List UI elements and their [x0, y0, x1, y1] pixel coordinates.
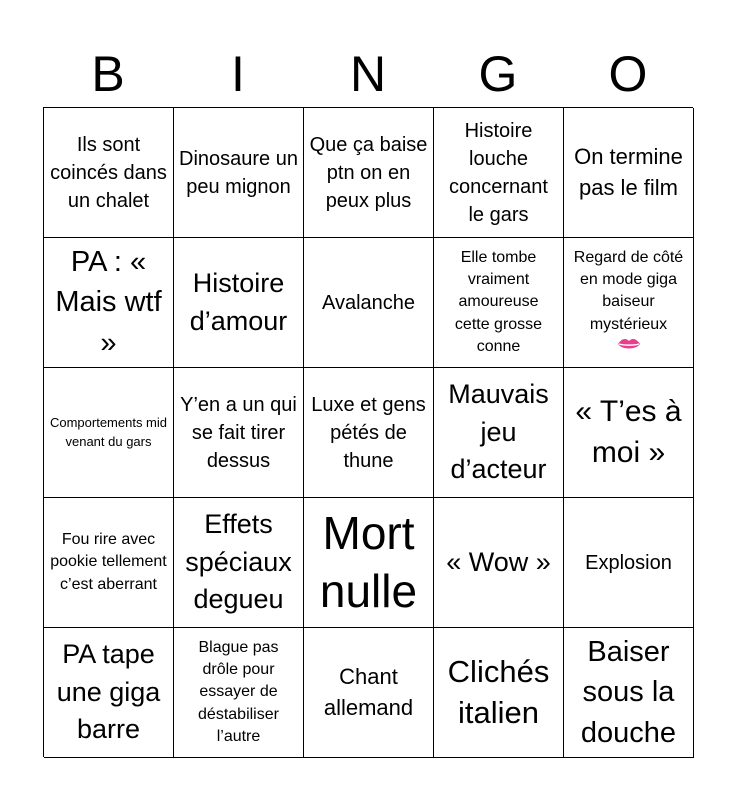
bingo-cell[interactable]: [304, 628, 434, 758]
bingo-cell[interactable]: [434, 628, 564, 758]
bingo-cell[interactable]: [44, 498, 174, 628]
cell-text: Elle tombe vraiment amoureuse cette grosse conne: [454, 248, 543, 356]
cell-text: Blague pas drôle pour essayer de déstabiliser l’autre: [198, 638, 279, 746]
bingo-grid: [43, 107, 693, 757]
cell-text: Ils sont coincés dans un chalet: [50, 133, 167, 212]
bingo-header: [43, 40, 693, 108]
cell-text: Luxe et gens pétés de thune: [311, 393, 426, 472]
cell-text: Baiser sous la douche: [580, 635, 677, 749]
header-letter-o: O: [608, 46, 648, 102]
cell-text: Histoire louche concernant le gars: [449, 119, 548, 226]
bingo-cell[interactable]: [44, 368, 174, 498]
header-letter-b: B: [91, 46, 125, 102]
cell-text: « Wow »: [446, 546, 551, 577]
lips-icon: [617, 336, 641, 358]
bingo-cell[interactable]: [564, 368, 694, 498]
bingo-cell[interactable]: [304, 238, 434, 368]
bingo-cell[interactable]: [174, 108, 304, 238]
cell-text: Que ça baise ptn on en peux plus: [309, 133, 428, 212]
bingo-cell[interactable]: [434, 368, 564, 498]
bingo-cell[interactable]: [304, 368, 434, 498]
cell-text: Histoire d’amour: [189, 267, 288, 336]
cell-text: Avalanche: [321, 291, 416, 314]
cell-text: Chant allemand: [323, 663, 414, 720]
bingo-cell[interactable]: [434, 238, 564, 368]
cell-text: Mort nulle: [319, 507, 418, 617]
cell-text: Explosion: [585, 551, 672, 574]
cell-text: Comportements mid venant du gars: [49, 415, 168, 449]
cell-text: PA tape une giga barre: [56, 638, 161, 745]
bingo-cell[interactable]: [434, 498, 564, 628]
cell-text: Effets spéciaux degueu: [185, 508, 292, 615]
bingo-cell[interactable]: [304, 108, 434, 238]
bingo-cell[interactable]: [564, 628, 694, 758]
cell-text: Regard de côté en mode giga baiseur mystérieux: [573, 248, 684, 333]
bingo-cell[interactable]: [174, 368, 304, 498]
bingo-cell[interactable]: [434, 108, 564, 238]
header-letter-i: I: [231, 46, 245, 102]
cell-text: Clichés italien: [447, 654, 550, 730]
cell-text: « T’es à moi »: [575, 395, 682, 469]
cell-text: On termine pas le film: [574, 143, 683, 200]
cell-text: PA : « Mais wtf »: [55, 245, 162, 359]
bingo-cell[interactable]: [174, 628, 304, 758]
bingo-cell[interactable]: [44, 238, 174, 368]
header-letter-g: G: [478, 46, 518, 102]
header-letter-n: N: [349, 46, 387, 102]
bingo-cell[interactable]: [174, 498, 304, 628]
bingo-cell[interactable]: [564, 108, 694, 238]
cell-text: Mauvais jeu d’acteur: [448, 378, 549, 485]
bingo-cell[interactable]: [564, 498, 694, 628]
bingo-cell[interactable]: [304, 498, 434, 628]
bingo-cell[interactable]: [44, 108, 174, 238]
bingo-cell[interactable]: [564, 238, 694, 368]
cell-text: Y’en a un qui se fait tirer dessus: [180, 393, 297, 472]
bingo-cell[interactable]: [174, 238, 304, 368]
bingo-cell[interactable]: [44, 628, 174, 758]
cell-text: Fou rire avec pookie tellement c’est aberrant: [50, 530, 167, 593]
cell-text: Dinosaure un peu mignon: [179, 147, 298, 198]
